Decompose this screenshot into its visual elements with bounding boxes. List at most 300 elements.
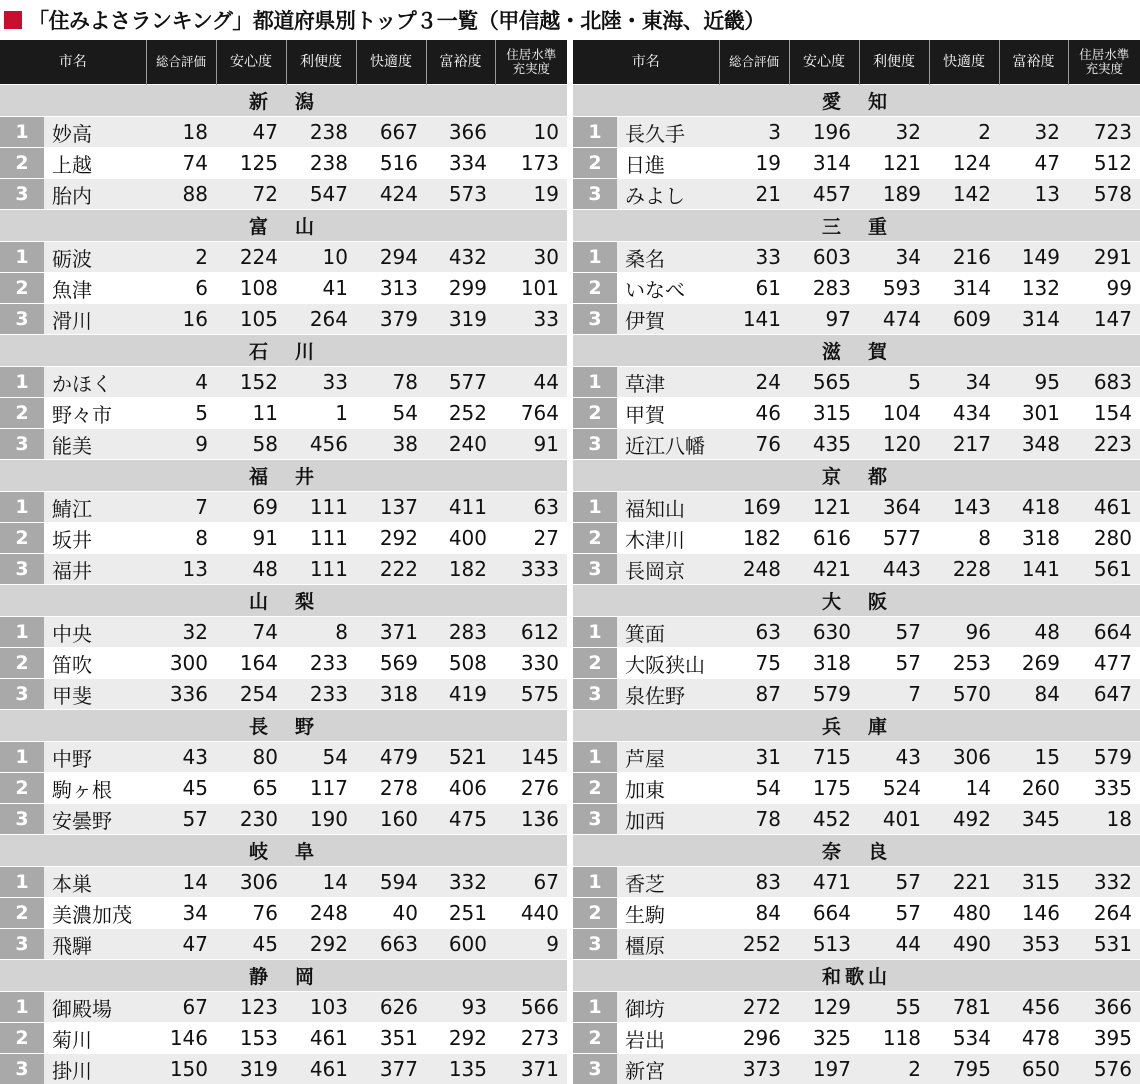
housing-cell: 147 [1068,304,1140,335]
wealth-cell: 149 [999,242,1068,273]
table-row [573,367,1140,398]
overall-cell: 252 [719,929,789,960]
housing-cell: 578 [1068,179,1140,210]
table-row [573,804,1140,835]
wealth-cell: 411 [426,492,495,523]
prefecture-name: 三 重 [573,210,1140,242]
header-overall: 総合評価 [719,40,789,85]
title-marker-icon [4,11,22,29]
comfort-cell: 781 [929,992,999,1023]
table-row [0,773,567,804]
overall-cell: 7 [146,492,216,523]
convenience-cell: 401 [859,804,929,835]
comfort-cell: 569 [356,648,426,679]
table-row [573,429,1140,460]
comfort-cell: 228 [929,554,999,585]
comfort-cell: 294 [356,242,426,273]
convenience-cell: 10 [286,242,356,273]
city-name-cell: 御殿場 [44,992,146,1023]
safety-cell: 314 [789,148,859,179]
convenience-cell: 2 [859,1054,929,1084]
safety-cell: 325 [789,1023,859,1054]
wealth-cell: 456 [999,992,1068,1023]
rank-cell: 3 [573,1054,617,1084]
convenience-cell: 117 [286,773,356,804]
convenience-cell: 443 [859,554,929,585]
convenience-cell: 44 [859,929,929,960]
city-name-cell: 坂井 [44,523,146,554]
comfort-cell: 40 [356,898,426,929]
city-name-cell: 桑名 [617,242,719,273]
table-row [573,554,1140,585]
overall-cell: 33 [719,242,789,273]
comfort-cell: 377 [356,1054,426,1084]
overall-cell: 16 [146,304,216,335]
convenience-cell: 103 [286,992,356,1023]
wealth-cell: 406 [426,773,495,804]
comfort-cell: 371 [356,617,426,648]
comfort-cell: 34 [929,367,999,398]
wealth-cell: 13 [999,179,1068,210]
city-name-cell: みよし [617,179,719,210]
table-row [573,179,1140,210]
comfort-cell: 96 [929,617,999,648]
city-name-cell: 滑川 [44,304,146,335]
city-name-cell: 御坊 [617,992,719,1023]
table-row [0,273,567,304]
table-header-row [573,40,1140,85]
convenience-cell: 364 [859,492,929,523]
header-housing-line2: 充実度 [512,61,550,76]
convenience-cell: 264 [286,304,356,335]
page-title: 「住みよさランキング」都道府県別トップ３一覧（甲信越・北陸・東海、近畿） [28,5,765,35]
housing-cell: 273 [495,1023,567,1054]
safety-cell: 72 [216,179,286,210]
prefecture-name: 大 阪 [573,585,1140,617]
overall-cell: 45 [146,773,216,804]
prefecture-row [573,710,1140,742]
rank-cell: 2 [573,398,617,429]
rank-cell: 2 [573,273,617,304]
wealth-cell: 84 [999,679,1068,710]
header-safety: 安心度 [216,40,286,85]
housing-cell: 330 [495,648,567,679]
city-name-cell: 伊賀 [617,304,719,335]
header-convenience: 利便度 [286,40,356,85]
rank-cell: 2 [0,648,44,679]
header-city: 市名 [0,40,146,85]
city-name-cell: 美濃加茂 [44,898,146,929]
convenience-cell: 1 [286,398,356,429]
comfort-cell: 222 [356,554,426,585]
table-row [0,367,567,398]
table-row [573,648,1140,679]
housing-cell: 531 [1068,929,1140,960]
convenience-cell: 461 [286,1023,356,1054]
table-header-row [0,40,567,85]
housing-cell: 10 [495,117,567,148]
overall-cell: 34 [146,898,216,929]
housing-cell: 19 [495,179,567,210]
convenience-cell: 238 [286,148,356,179]
wealth-cell: 573 [426,179,495,210]
safety-cell: 197 [789,1054,859,1084]
city-name-cell: 掛川 [44,1054,146,1084]
city-name-cell: 魚津 [44,273,146,304]
wealth-cell: 478 [999,1023,1068,1054]
city-name-cell: 安曇野 [44,804,146,835]
table-row [0,179,567,210]
comfort-cell: 142 [929,179,999,210]
overall-cell: 248 [719,554,789,585]
safety-cell: 283 [789,273,859,304]
table-row [573,148,1140,179]
housing-cell: 332 [1068,867,1140,898]
table-row [573,898,1140,929]
prefecture-name: 山 梨 [0,585,567,617]
rank-cell: 1 [573,617,617,648]
safety-cell: 664 [789,898,859,929]
rank-cell: 3 [0,804,44,835]
wealth-cell: 348 [999,429,1068,460]
housing-cell: 335 [1068,773,1140,804]
comfort-cell: 663 [356,929,426,960]
comfort-cell: 137 [356,492,426,523]
housing-cell: 101 [495,273,567,304]
wealth-cell: 314 [999,304,1068,335]
table-row [573,117,1140,148]
safety-cell: 230 [216,804,286,835]
safety-cell: 152 [216,367,286,398]
safety-cell: 80 [216,742,286,773]
housing-cell: 33 [495,304,567,335]
rank-cell: 2 [0,523,44,554]
wealth-cell: 32 [999,117,1068,148]
convenience-cell: 32 [859,117,929,148]
city-name-cell: 本巣 [44,867,146,898]
header-wealth: 富裕度 [426,40,495,85]
overall-cell: 146 [146,1023,216,1054]
city-name-cell: 長岡京 [617,554,719,585]
convenience-cell: 474 [859,304,929,335]
rank-cell: 3 [0,554,44,585]
housing-cell: 477 [1068,648,1140,679]
wealth-cell: 269 [999,648,1068,679]
comfort-cell: 8 [929,523,999,554]
overall-cell: 182 [719,523,789,554]
safety-cell: 58 [216,429,286,460]
overall-cell: 75 [719,648,789,679]
prefecture-name: 和歌山 [573,960,1140,992]
housing-cell: 575 [495,679,567,710]
convenience-cell: 524 [859,773,929,804]
safety-cell: 616 [789,523,859,554]
wealth-cell: 475 [426,804,495,835]
wealth-cell: 400 [426,523,495,554]
city-name-cell: 福井 [44,554,146,585]
comfort-cell: 54 [356,398,426,429]
city-name-cell: 駒ヶ根 [44,773,146,804]
wealth-cell: 318 [999,523,1068,554]
comfort-cell: 795 [929,1054,999,1084]
convenience-cell: 33 [286,367,356,398]
wealth-cell: 650 [999,1054,1068,1084]
comfort-cell: 434 [929,398,999,429]
prefecture-row [573,585,1140,617]
housing-cell: 9 [495,929,567,960]
header-comfort: 快適度 [929,40,999,85]
city-name-cell: 鯖江 [44,492,146,523]
rank-cell: 2 [573,523,617,554]
city-name-cell: 中野 [44,742,146,773]
overall-cell: 2 [146,242,216,273]
convenience-cell: 456 [286,429,356,460]
housing-cell: 371 [495,1054,567,1084]
city-name-cell: 大阪狭山 [617,648,719,679]
city-name-cell: 上越 [44,148,146,179]
prefecture-row [0,85,567,117]
comfort-cell: 570 [929,679,999,710]
table-row [0,554,567,585]
city-name-cell: 芦屋 [617,742,719,773]
comfort-cell: 221 [929,867,999,898]
rank-cell: 3 [573,929,617,960]
table-row [573,492,1140,523]
housing-cell: 512 [1068,148,1140,179]
prefecture-row [0,210,567,242]
housing-cell: 440 [495,898,567,929]
safety-cell: 224 [216,242,286,273]
convenience-cell: 233 [286,679,356,710]
convenience-cell: 34 [859,242,929,273]
housing-cell: 291 [1068,242,1140,273]
rank-cell: 1 [0,617,44,648]
prefecture-row [573,835,1140,867]
comfort-cell: 292 [356,523,426,554]
overall-cell: 3 [719,117,789,148]
housing-cell: 461 [1068,492,1140,523]
convenience-cell: 14 [286,867,356,898]
rank-cell: 2 [0,273,44,304]
housing-cell: 764 [495,398,567,429]
wealth-cell: 182 [426,554,495,585]
overall-cell: 32 [146,617,216,648]
convenience-cell: 57 [859,648,929,679]
wealth-cell: 418 [999,492,1068,523]
safety-cell: 45 [216,929,286,960]
rank-cell: 1 [0,992,44,1023]
wealth-cell: 135 [426,1054,495,1084]
ranking-table-right [573,40,1140,1084]
housing-cell: 154 [1068,398,1140,429]
comfort-cell: 253 [929,648,999,679]
rank-cell: 1 [573,992,617,1023]
housing-cell: 683 [1068,367,1140,398]
rank-cell: 3 [0,179,44,210]
header-housing-line1: 住居水準 [1079,47,1129,62]
comfort-cell: 78 [356,367,426,398]
safety-cell: 630 [789,617,859,648]
rank-cell: 3 [573,429,617,460]
overall-cell: 76 [719,429,789,460]
table-row [573,617,1140,648]
city-name-cell: 生駒 [617,898,719,929]
safety-cell: 254 [216,679,286,710]
wealth-cell: 332 [426,867,495,898]
comfort-cell: 314 [929,273,999,304]
comfort-cell: 313 [356,273,426,304]
convenience-cell: 189 [859,179,929,210]
comfort-cell: 351 [356,1023,426,1054]
city-name-cell: 箕面 [617,617,719,648]
rank-cell: 2 [573,148,617,179]
city-name-cell: 近江八幡 [617,429,719,460]
comfort-cell: 609 [929,304,999,335]
convenience-cell: 593 [859,273,929,304]
header-comfort: 快適度 [356,40,426,85]
housing-cell: 223 [1068,429,1140,460]
header-overall: 総合評価 [146,40,216,85]
wealth-cell: 141 [999,554,1068,585]
table-row [573,304,1140,335]
comfort-cell: 160 [356,804,426,835]
convenience-cell: 120 [859,429,929,460]
rank-cell: 2 [573,1023,617,1054]
housing-cell: 63 [495,492,567,523]
table-row [0,648,567,679]
rank-cell: 1 [0,242,44,273]
overall-cell: 272 [719,992,789,1023]
rank-cell: 1 [0,117,44,148]
wealth-cell: 48 [999,617,1068,648]
wealth-cell: 283 [426,617,495,648]
comfort-cell: 492 [929,804,999,835]
wealth-cell: 15 [999,742,1068,773]
convenience-cell: 8 [286,617,356,648]
rank-cell: 2 [0,1023,44,1054]
housing-cell: 612 [495,617,567,648]
table-row [573,1023,1140,1054]
wealth-cell: 292 [426,1023,495,1054]
comfort-cell: 216 [929,242,999,273]
comfort-cell: 424 [356,179,426,210]
convenience-cell: 111 [286,523,356,554]
rank-cell: 1 [0,867,44,898]
wealth-cell: 95 [999,367,1068,398]
wealth-cell: 345 [999,804,1068,835]
prefecture-row [573,335,1140,367]
housing-cell: 136 [495,804,567,835]
comfort-cell: 479 [356,742,426,773]
table-row [573,992,1140,1023]
city-name-cell: 香芝 [617,867,719,898]
wealth-cell: 521 [426,742,495,773]
overall-cell: 63 [719,617,789,648]
city-name-cell: 日進 [617,148,719,179]
overall-cell: 14 [146,867,216,898]
title-bar [0,0,1140,40]
rank-cell: 1 [573,742,617,773]
wealth-cell: 315 [999,867,1068,898]
prefecture-name: 兵 庫 [573,710,1140,742]
safety-cell: 196 [789,117,859,148]
safety-cell: 69 [216,492,286,523]
rank-cell: 1 [573,242,617,273]
housing-cell: 30 [495,242,567,273]
wealth-cell: 319 [426,304,495,335]
overall-cell: 19 [719,148,789,179]
city-name-cell: 木津川 [617,523,719,554]
safety-cell: 175 [789,773,859,804]
rank-cell: 1 [573,492,617,523]
convenience-cell: 55 [859,992,929,1023]
table-row [0,492,567,523]
wealth-cell: 419 [426,679,495,710]
safety-cell: 97 [789,304,859,335]
comfort-cell: 480 [929,898,999,929]
rank-cell: 3 [0,1054,44,1084]
overall-cell: 54 [719,773,789,804]
wealth-cell: 240 [426,429,495,460]
safety-cell: 164 [216,648,286,679]
overall-cell: 4 [146,367,216,398]
header-housing-line2: 充実度 [1085,61,1123,76]
convenience-cell: 111 [286,554,356,585]
prefecture-name: 富 山 [0,210,567,242]
table-row [0,617,567,648]
overall-cell: 24 [719,367,789,398]
housing-cell: 264 [1068,898,1140,929]
comfort-cell: 490 [929,929,999,960]
prefecture-name: 岐 阜 [0,835,567,867]
overall-cell: 141 [719,304,789,335]
safety-cell: 715 [789,742,859,773]
housing-cell: 723 [1068,117,1140,148]
overall-cell: 88 [146,179,216,210]
overall-cell: 57 [146,804,216,835]
safety-cell: 452 [789,804,859,835]
overall-cell: 373 [719,1054,789,1084]
comfort-cell: 38 [356,429,426,460]
rank-cell: 2 [573,898,617,929]
wealth-cell: 353 [999,929,1068,960]
city-name-cell: いなべ [617,273,719,304]
rank-cell: 2 [0,773,44,804]
rank-cell: 1 [573,117,617,148]
convenience-cell: 5 [859,367,929,398]
city-name-cell: 橿原 [617,929,719,960]
overall-cell: 67 [146,992,216,1023]
overall-cell: 9 [146,429,216,460]
safety-cell: 471 [789,867,859,898]
table-row [0,867,567,898]
table-row [0,898,567,929]
safety-cell: 457 [789,179,859,210]
safety-cell: 315 [789,398,859,429]
table-row [0,148,567,179]
prefecture-name: 長 野 [0,710,567,742]
overall-cell: 169 [719,492,789,523]
housing-cell: 99 [1068,273,1140,304]
housing-cell: 395 [1068,1023,1140,1054]
overall-cell: 300 [146,648,216,679]
wealth-cell: 260 [999,773,1068,804]
rank-cell: 3 [573,179,617,210]
prefecture-name: 奈 良 [573,835,1140,867]
rank-cell: 3 [573,304,617,335]
prefecture-row [0,335,567,367]
overall-cell: 83 [719,867,789,898]
